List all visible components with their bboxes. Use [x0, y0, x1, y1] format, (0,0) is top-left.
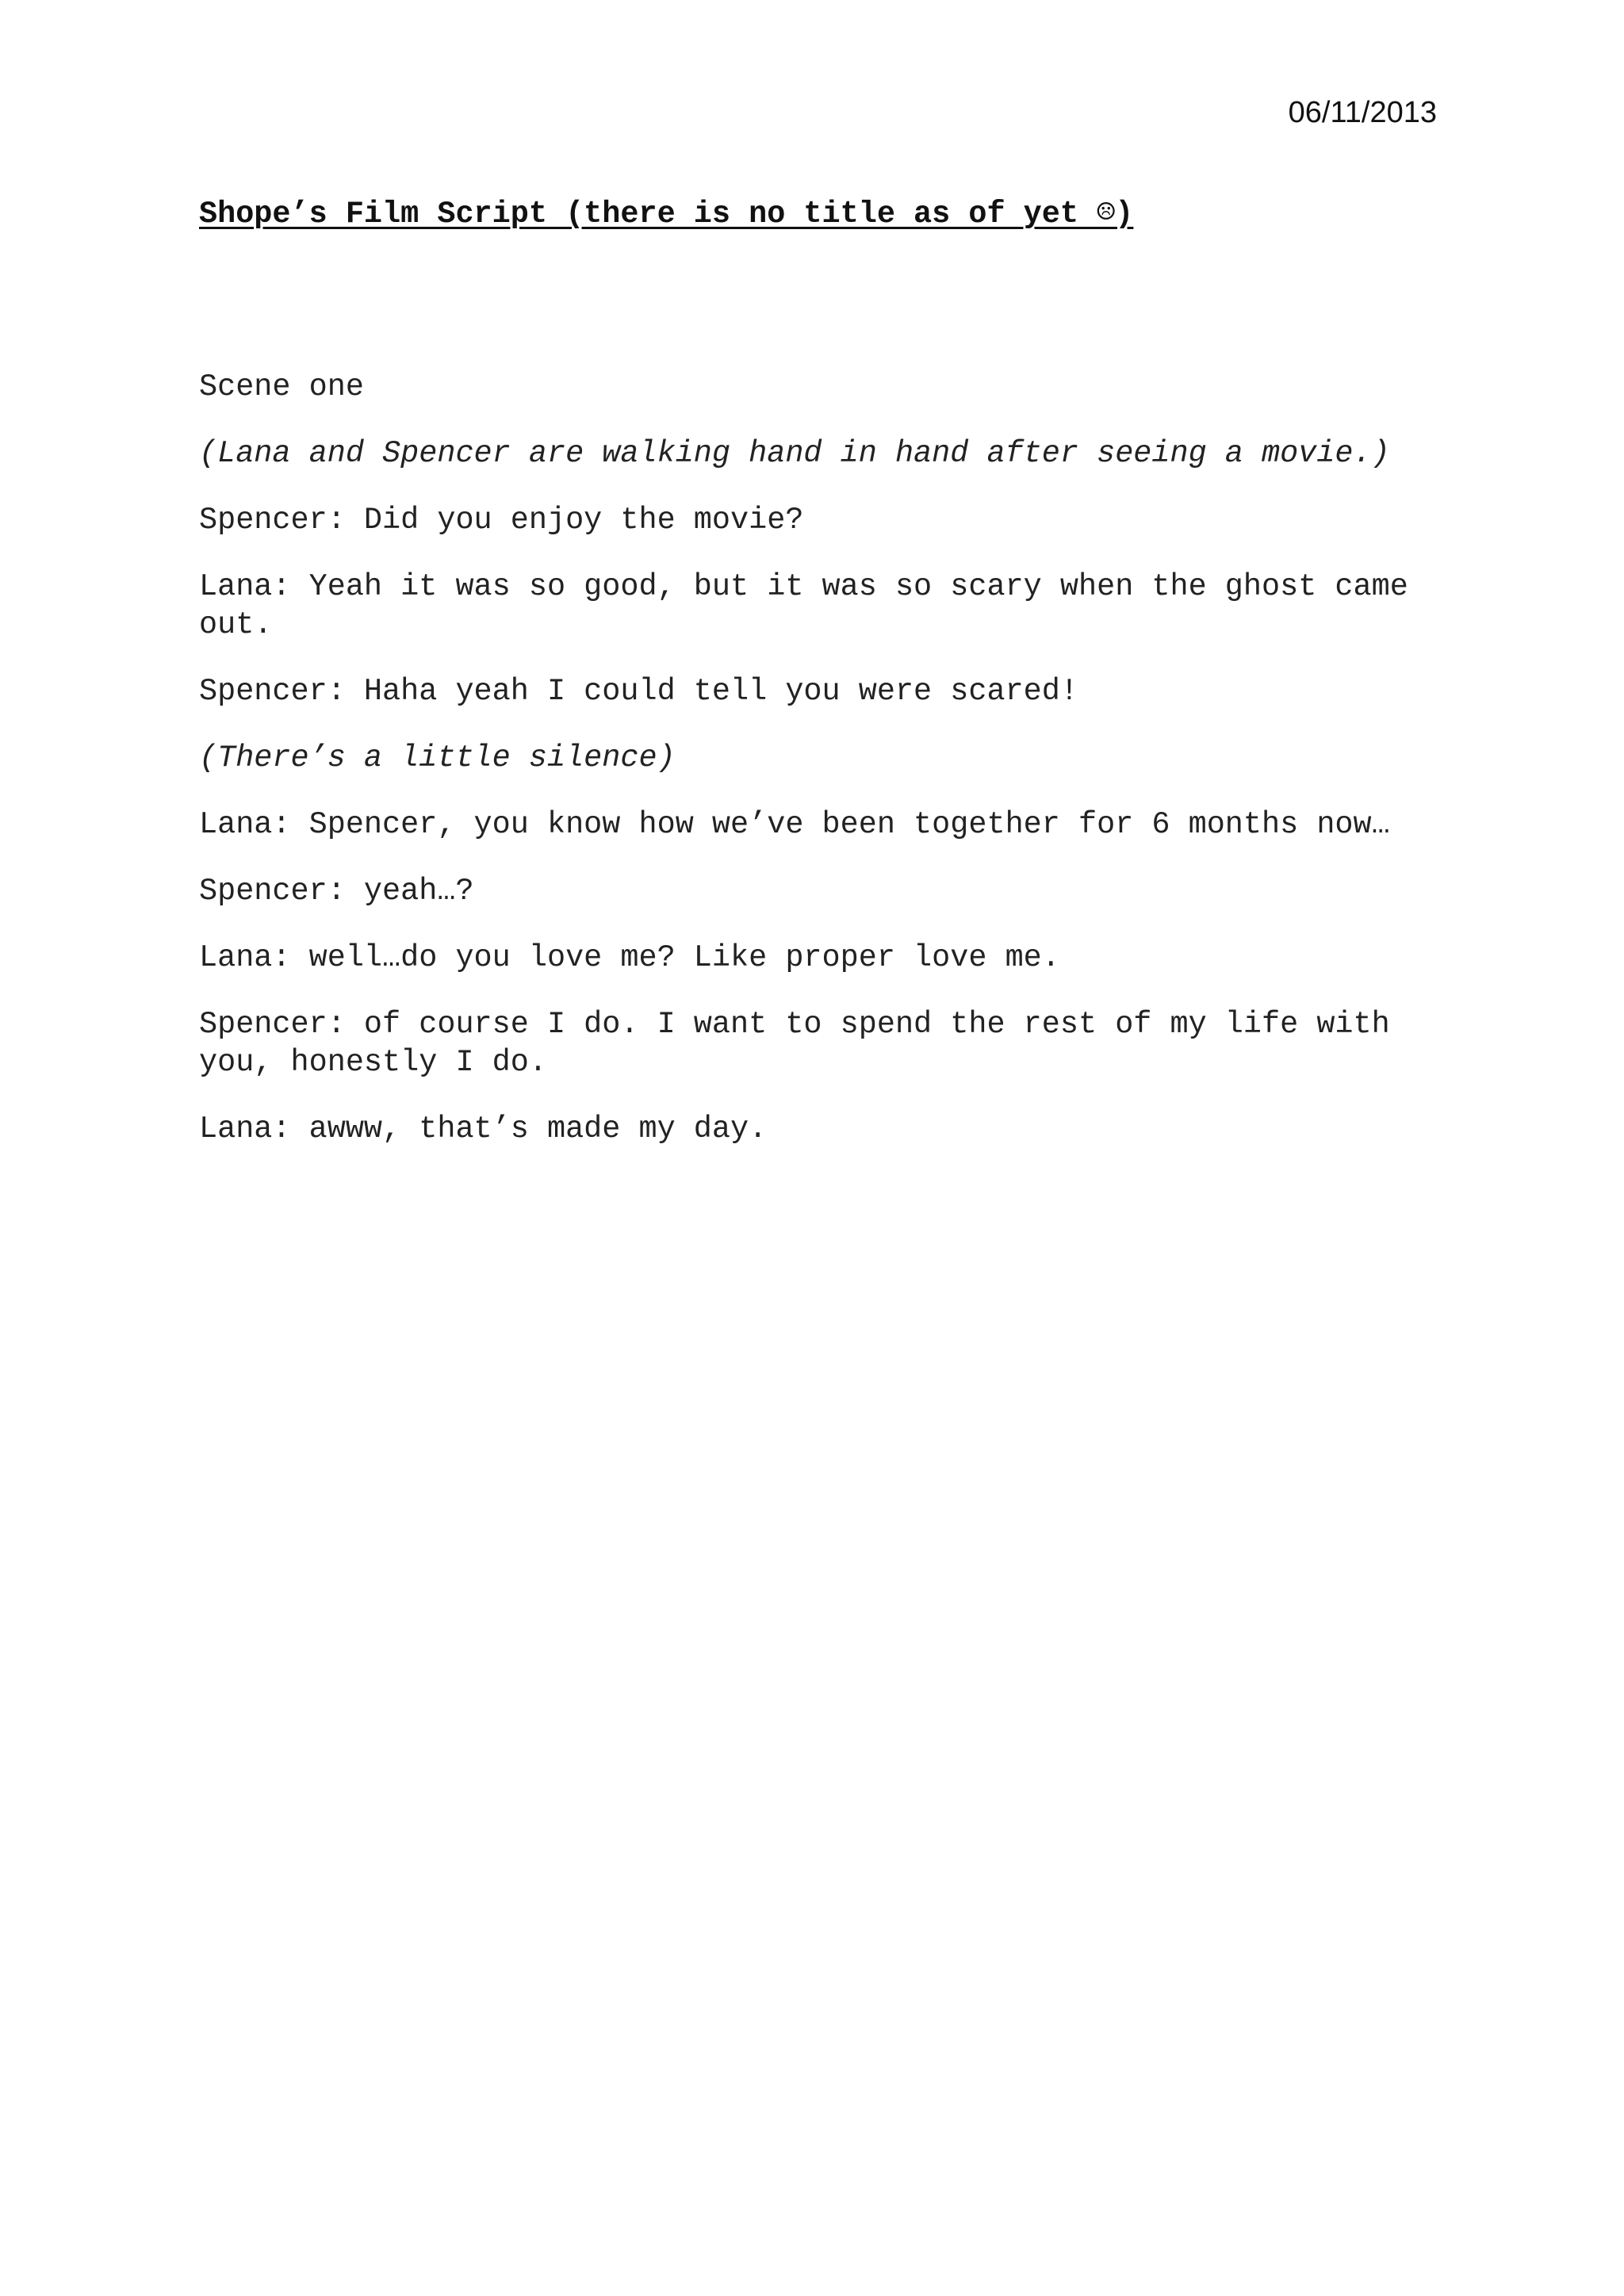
dialogue-line: Lana: Yeah it was so good, but it was so scary when the ghost came out. [199, 569, 1427, 642]
dialogue-line: Spencer: of course I do. I want to spend the rest of my life with you, honestly I do. [199, 1007, 1408, 1080]
stage-direction: (There’s a little silence) [199, 740, 676, 775]
stage-direction: (Lana and Spencer are walking hand in hand after seeing a movie.) [199, 436, 1390, 471]
scene-heading: Scene one [199, 369, 364, 404]
dialogue-line: Spencer: Haha yeah I could tell you were scared! [199, 674, 1078, 709]
dialogue-line: Spencer: yeah…? [199, 874, 474, 909]
dialogue-line: Lana: awww, that’s made my day. [199, 1112, 768, 1146]
script-title: Shope’s Film Script (there is no title as of yet ☹) [199, 197, 1134, 232]
document-date: 06/11/2013 [1288, 96, 1437, 129]
script-body [199, 195, 1436, 1148]
dialogue-line: Lana: Spencer, you know how we’ve been together for 6 months now… [199, 807, 1390, 842]
dialogue-line: Lana: well…do you love me? Like proper love me. [199, 940, 1060, 975]
dialogue-line: Spencer: Did you enjoy the movie? [199, 503, 804, 538]
